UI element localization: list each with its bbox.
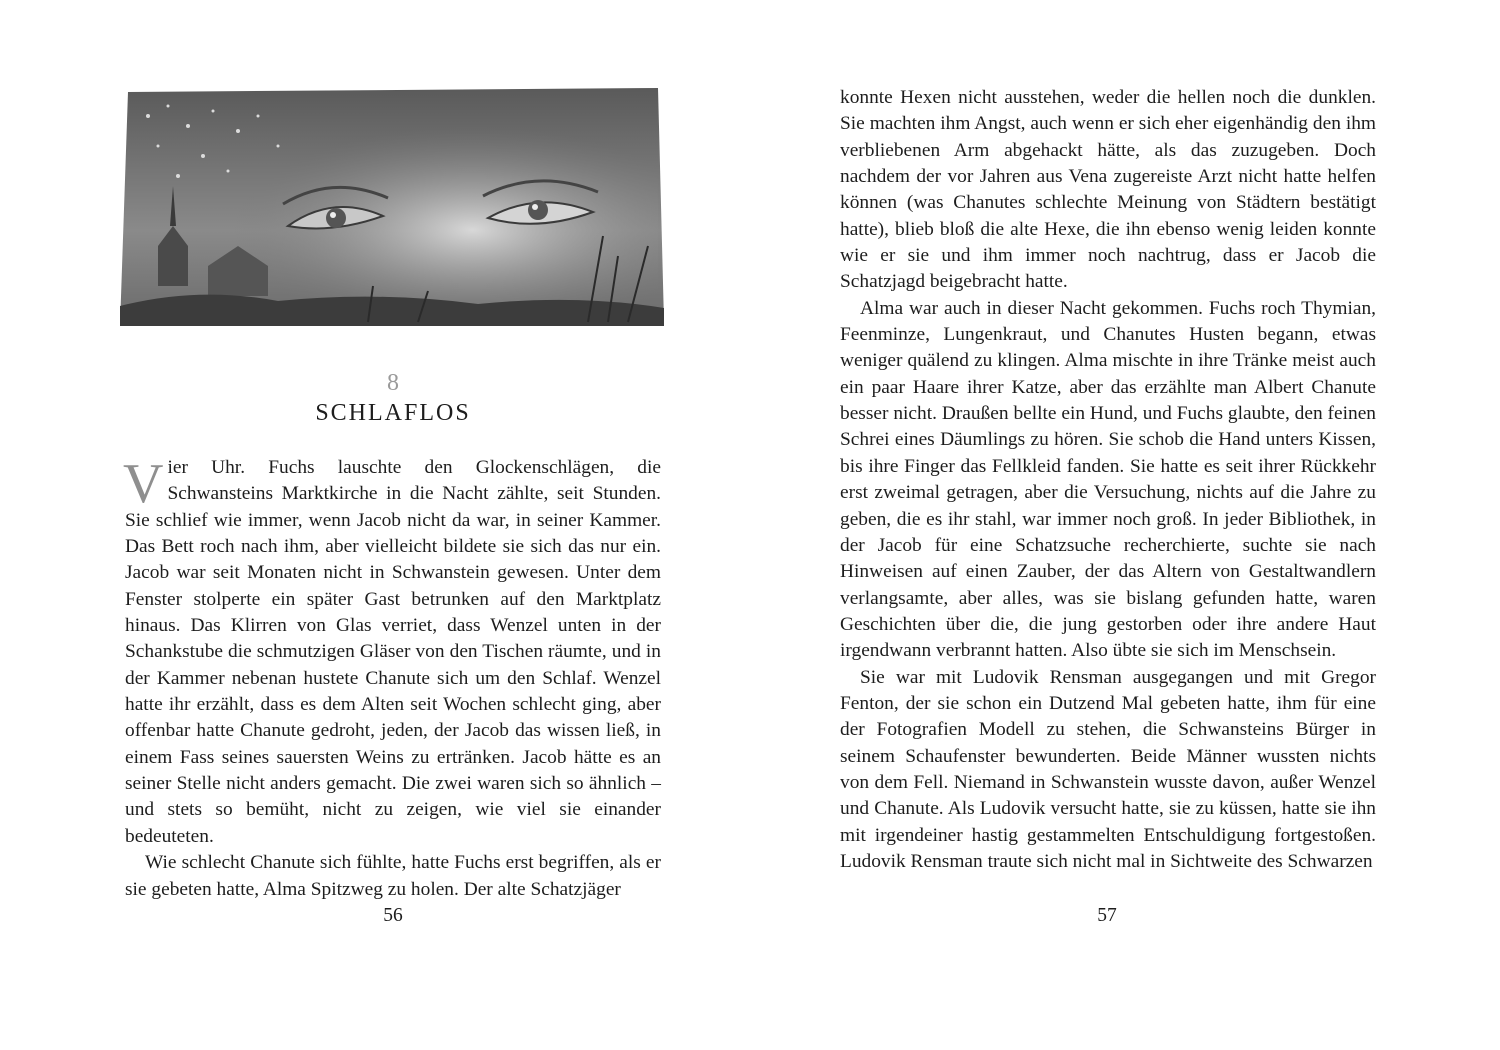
left-page-text [125,455,661,903]
paragraph [125,455,661,850]
page-number: 56 [383,905,403,926]
paragraph: Alma war auch in dieser Nacht gekommen. Fuchs roch Thymian, Feenminze, Lungenkraut, und Chanutes Husten begann, etwas weniger quälend zu klingen. Alma mischte in ihre Tränke meist auch ein paar Haare ihrer Katze, aber das erzählte man Albert Chanute besser nicht. Draußen bellte ein Hund, und Fuchs glaubte, den feinen Schrei eines Däumlings zu hören. Sie schob die Hand unters Kissen, bis ihre Finger das Fellkleid fanden. Sie hatte es seit ihrer Rückkehr erst zweimal getragen, aber die Versuchung, nichts auf die Jahre zu geben, die es ihr stahl, war immer noch groß. In jeder Bibliothek, in der Jacob für eine Schatzsuche recherchierte, suchte sie nach Hinweisen auf einen Zauber, der das Altern von Gestaltwandlern verlangsamte, aber alles, was sie bislang gefunden hatte, waren Geschichten über die, die jung gestorben oder ihre andere Haut irgendwann verbrannt hatten. Also übte sie sich im Menschsein. [840,297,1376,662]
paragraph: Wie schlecht Chanute sich fühlte, hatte Fuchs erst begriffen, als er sie gebeten hatte, Alma Spitzweg zu holen. Der alte Schatzjäger [125,852,661,900]
right-page-text [840,85,1376,875]
right-page [750,0,1500,1050]
paragraph: Sie war mit Ludovik Rensman ausgegangen und mit Gregor Fenton, der sie schon ein Dutzend Mal gebeten hatte, ihm für eine der Fotografien Modell zu stehen, die Schwansteins Bürger in seinem Schaufenster bewunderten. Beide Männer wussten nichts von dem Fell. Niemand in Schwanstein wusste davon, außer Wenzel und Chanute. Als Ludovik versucht hatte, sie zu küssen, hatte sie ihn mit irgendeiner hastig gestammelten Entschuldigung fortgestoßen. Ludovik Rensman traute sich nicht mal in Sichtweite des Schwarzen [840,666,1376,872]
paragraph-text: ier Uhr. Fuchs lauschte den Glockenschlägen, die Schwansteins Marktkirche in die Nacht zählte, seit Stunden. Sie schlief wie immer, wenn Jacob nicht da war, in seiner Kammer. Das Bett roch nach ihm, aber vielleicht bildete sie sich das nur ein. Jacob war seit Monaten nicht in Schwanstein gewesen. Unter dem Fenster stolperte ein später Gast betrunken auf den Marktplatz hinaus. Das Klirren von Glas verriet, dass Wenzel unten in der Schankstube die schmutzigen Gläser von den Tischen räumte, und in der Kammer nebenan hustete Chanute sich um den Schlaf. Wenzel hatte ihr erzählt, dass es dem Alten seit Wochen schlecht ging, aber offenbar hatte Chanute gedroht, jeden, der Jacob das wissen ließ, in einem Fass seines sauersten Weins zu ertränken. Jacob hätte es an seiner Stelle nicht anders gemacht. Die zwei waren sich so ähnlich – und stets so bemüht, nicht zu zeigen, wie viel sie einander bedeuteten. [125,457,661,847]
chapter-title: SCHLAFLOS [315,400,471,426]
chapter-number: 8 [387,370,399,396]
paragraph: konnte Hexen nicht ausstehen, weder die hellen noch die dunklen. Sie machten ihm Angst, auch wenn er sich eher eigenhändig den ihm verbliebenen Arm abgehackt hätte, als das zuzugeben. Doch nachdem der vor Jahren aus Vena zugereiste Arzt nicht hatte helfen können (was Chanutes schlechte Meinung von Städtern bestätigt hatte), blieb bloß die alte Hexe, die ihn ebenso wenig leiden konnte wie er sie und ihm immer noch nachtrug, dass er Jacob die Schatzjagd beigebracht hatte. [840,87,1376,293]
page-number: 57 [1097,905,1117,926]
drop-cap: V [123,453,164,515]
chapter-illustration-eyes [118,86,666,330]
